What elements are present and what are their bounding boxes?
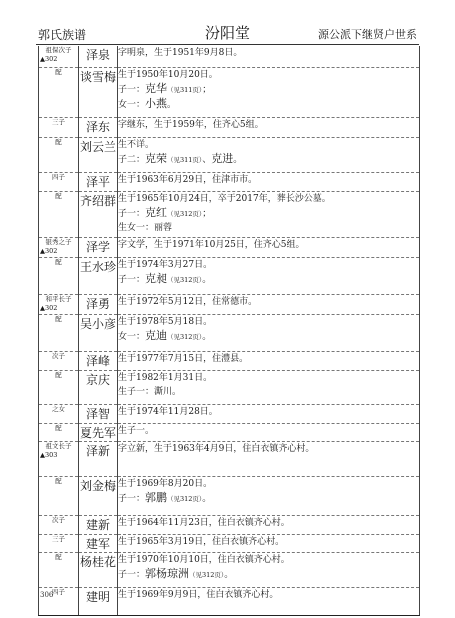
- person-name: 泽峰: [85, 353, 110, 368]
- biography-cell: [118, 237, 420, 257]
- relation-label: 配: [55, 476, 62, 485]
- relation-label: 配: [55, 370, 62, 379]
- punctuation: ；: [202, 84, 212, 95]
- relation-cell: [39, 172, 79, 191]
- biography-line: [118, 329, 419, 344]
- biography-text: 生于1964年11月23日，住白衣镇齐心村。: [118, 517, 290, 528]
- child-name: 小燕: [145, 96, 168, 110]
- biography-text: 字继东，生于1959年，住齐心5组。: [118, 119, 264, 130]
- relation-cell: [39, 515, 79, 534]
- punctuation: 。: [167, 99, 177, 110]
- person-name: 建新: [85, 517, 110, 532]
- biography-line: [118, 535, 419, 549]
- biography-line: [118, 385, 419, 399]
- header-hall-name: 汾阳堂: [204, 24, 250, 42]
- relation-cell: [39, 476, 79, 515]
- relation-cell: [39, 404, 79, 423]
- person-name-cell: [79, 46, 118, 67]
- table-row: [39, 294, 420, 314]
- table-row: [39, 534, 420, 552]
- relation-cell: [39, 534, 79, 552]
- biography-text: 生于1965年3月19日，住白衣镇齐心村。: [118, 536, 285, 547]
- table-row: [39, 587, 420, 615]
- biography-text: 生于1977年7月15日，住澧县。: [118, 353, 249, 364]
- biography-text: 生于1972年5月12日，住常德市。: [118, 296, 258, 307]
- relation-cell: [39, 314, 79, 351]
- biography-line: [118, 272, 419, 287]
- children-label: 女一：: [118, 99, 146, 110]
- person-name-cell: [79, 441, 118, 476]
- relation-label: 配: [55, 552, 62, 561]
- person-name-cell: [79, 351, 118, 370]
- person-name: 吴小彦: [79, 316, 116, 331]
- relation-label: 银秀之子: [45, 237, 72, 246]
- child-name: 克迪: [145, 328, 168, 342]
- parent-page-ref: ▲302: [40, 303, 58, 312]
- person-name-cell: [79, 423, 118, 441]
- biography-cell: [118, 46, 420, 67]
- relation-cell: [39, 351, 79, 370]
- see-page-ref: （见311页）: [167, 155, 203, 164]
- relation-label: 配: [55, 191, 62, 200]
- relation-label: 和平长子: [45, 294, 72, 303]
- biography-cell: [118, 587, 420, 615]
- children-label: 子一：: [118, 569, 146, 580]
- biography-line: [118, 238, 419, 252]
- child-name: 克进: [211, 151, 234, 165]
- parent-page-ref: ▲302: [40, 55, 58, 63]
- biography-cell: [118, 370, 420, 404]
- biography-cell: [118, 423, 420, 441]
- biography-text: 生不详。: [118, 139, 155, 150]
- person-name-cell: [79, 587, 118, 615]
- biography-text: 生于1965年10月24日，卒于2017年，葬长沙公墓。: [118, 193, 331, 204]
- person-name: 泽泉: [85, 48, 110, 62]
- biography-line: [118, 152, 419, 167]
- genealogy-table: [38, 46, 420, 616]
- biography-cell: [118, 441, 420, 476]
- punctuation: ；: [202, 208, 212, 219]
- child-name: 克昶: [145, 271, 168, 285]
- biography-text: 字立新，生于1963年4月9日，住白衣镇齐心村。: [118, 443, 315, 454]
- header-branch: 源公派下继贤户世系: [318, 28, 417, 41]
- relation-cell: [39, 552, 79, 587]
- biography-line: [118, 477, 419, 491]
- children-label: 子一：: [118, 493, 146, 504]
- person-name: 泽智: [85, 406, 110, 421]
- biography-text: 生于1963年6月29日，住津市市。: [118, 174, 258, 185]
- children-label: 子一：: [118, 274, 146, 285]
- biography-line: [118, 405, 419, 419]
- person-name-cell: [79, 191, 118, 237]
- relation-label: 之女: [52, 404, 65, 413]
- person-name: 泽学: [85, 239, 110, 254]
- relation-label: 四子: [52, 172, 65, 181]
- punctuation: 。: [202, 274, 212, 285]
- punctuation: 。: [224, 569, 234, 580]
- biography-text: 字明泉，生于1951年9月8日。: [118, 48, 243, 58]
- table-row: [39, 237, 420, 257]
- biography-line: [118, 491, 419, 506]
- biography-cell: [118, 314, 420, 351]
- relation-cell: [39, 191, 79, 237]
- relation-cell: [39, 370, 79, 404]
- children-label: 子二：: [118, 154, 146, 165]
- biography-cell: [118, 404, 420, 423]
- person-name-cell: [79, 370, 118, 404]
- relation-label: 配: [55, 423, 62, 432]
- biography-line: [118, 258, 419, 272]
- punctuation: 。: [202, 331, 212, 342]
- biography-cell: [118, 351, 420, 370]
- biography-cell: [118, 515, 420, 534]
- person-name: 谈雪梅: [79, 69, 116, 84]
- child-name: 郭鹏: [145, 490, 168, 504]
- table-row: [39, 552, 420, 587]
- biography-line: [118, 68, 419, 82]
- biography-line: [118, 371, 419, 385]
- biography-text: 生于1950年10月20日。: [118, 69, 218, 80]
- punctuation: 。: [233, 154, 243, 165]
- table-row: [39, 441, 420, 476]
- biography-line: [118, 173, 419, 187]
- relation-label: 次子: [52, 351, 65, 360]
- biography-cell: [118, 552, 420, 587]
- biography-text: 生于1974年3月27日。: [118, 259, 213, 270]
- relation-label: 祖文长子: [45, 441, 72, 450]
- page-header: [0, 0, 455, 44]
- biography-text: 生女一：丽蓉: [118, 222, 173, 233]
- biography-line: [118, 553, 419, 567]
- header-divider: [36, 44, 419, 45]
- relation-cell: [39, 237, 79, 257]
- person-name-cell: [79, 137, 118, 172]
- biography-text: 生于1970年10月10日，住白衣镇齐心村。: [118, 554, 290, 565]
- biography-cell: [118, 294, 420, 314]
- person-name: 泽平: [85, 174, 110, 189]
- person-name: 刘云兰: [79, 139, 116, 154]
- person-name-cell: [79, 117, 118, 137]
- table-row: [39, 137, 420, 172]
- person-name: 京庆: [85, 372, 110, 387]
- relation-cell: [39, 137, 79, 172]
- child-name: 克华: [145, 81, 168, 95]
- biography-line: [118, 567, 419, 582]
- relation-cell: [39, 257, 79, 294]
- biography-text: 生于1969年8月20日。: [118, 478, 213, 489]
- children-label: 子一：: [118, 84, 146, 95]
- relation-label: 三子: [52, 534, 65, 543]
- table-row: [39, 515, 420, 534]
- biography-line: [118, 138, 419, 152]
- see-page-ref: （见312页）: [189, 570, 225, 579]
- person-name-cell: [79, 67, 118, 117]
- biography-line: [118, 442, 419, 456]
- table-row: [39, 67, 420, 117]
- person-name: 泽勇: [85, 296, 110, 311]
- person-name: 刘金梅: [79, 478, 116, 493]
- header-book-title: 郭氏族谱: [38, 28, 87, 42]
- biography-cell: [118, 257, 420, 294]
- child-name: 克荣: [145, 151, 168, 165]
- table-row: [39, 351, 420, 370]
- child-name: 郭杨琼洲: [145, 566, 190, 580]
- relation-label: 三子: [52, 117, 65, 126]
- relation-cell: [39, 294, 79, 314]
- person-name-cell: [79, 294, 118, 314]
- child-name: 克红: [145, 205, 168, 219]
- relation-label: 次子: [52, 515, 65, 524]
- relation-label: 配: [55, 67, 62, 76]
- relation-label: 四子: [52, 587, 65, 596]
- table-row: [39, 117, 420, 137]
- person-name-cell: [79, 534, 118, 552]
- relation-label: 配: [55, 314, 62, 323]
- biography-cell: [118, 137, 420, 172]
- table-row: [39, 257, 420, 294]
- relation-cell: [39, 46, 79, 67]
- relation-cell: [39, 441, 79, 476]
- table-row: [39, 476, 420, 515]
- person-name: 夏先军: [79, 425, 116, 440]
- biography-line: [118, 192, 419, 206]
- children-label: 女一：: [118, 331, 146, 342]
- person-name-cell: [79, 476, 118, 515]
- table-row: [39, 314, 420, 351]
- person-name-cell: [79, 314, 118, 351]
- biography-line: [118, 424, 419, 438]
- person-name: 杨桂花: [79, 554, 116, 569]
- biography-text: 生子一。: [118, 425, 155, 436]
- biography-cell: [118, 172, 420, 191]
- see-page-ref: （见311页）: [167, 85, 203, 94]
- biography-line: [118, 221, 419, 235]
- see-page-ref: （见312页）: [167, 275, 203, 284]
- biography-text: 字文学，生于1971年10月25日，住齐心5组。: [118, 239, 305, 250]
- relation-cell: [39, 67, 79, 117]
- biography-line: [118, 315, 419, 329]
- punctuation: 、: [202, 154, 212, 165]
- parent-page-ref: ▲302: [40, 246, 58, 255]
- parent-page-ref: ▲303: [40, 450, 58, 459]
- biography-cell: [118, 67, 420, 117]
- person-name: 泽新: [85, 443, 110, 458]
- person-name-cell: [79, 552, 118, 587]
- person-name: 王水珍: [79, 259, 116, 274]
- biography-line: [118, 206, 419, 221]
- relation-cell: [39, 423, 79, 441]
- biography-cell: [118, 117, 420, 137]
- biography-line: [118, 588, 419, 602]
- biography-line: [118, 82, 419, 97]
- person-name-cell: [79, 237, 118, 257]
- biography-text: 生于1974年11月28日。: [118, 406, 218, 417]
- biography-text: 生于1978年5月18日。: [118, 316, 213, 327]
- biography-cell: [118, 191, 420, 237]
- page-number: 306: [40, 591, 54, 599]
- person-name-cell: [79, 257, 118, 294]
- person-name: 齐绍群: [79, 193, 116, 208]
- relation-label: 配: [55, 137, 62, 146]
- table-row: [39, 46, 420, 67]
- table-row: [39, 370, 420, 404]
- biography-line: [118, 46, 419, 60]
- biography-text: 生于1969年9月9日，住白衣镇齐心村。: [118, 589, 279, 600]
- table-row: [39, 423, 420, 441]
- person-name-cell: [79, 172, 118, 191]
- children-label: 子一：: [118, 208, 146, 219]
- table-row: [39, 404, 420, 423]
- relation-label: 配: [55, 257, 62, 266]
- table-row: [39, 191, 420, 237]
- biography-cell: [118, 534, 420, 552]
- person-name: 建军: [85, 536, 110, 551]
- person-name-cell: [79, 404, 118, 423]
- relation-label: 祖保次子: [45, 46, 72, 54]
- see-page-ref: （见312页）: [167, 209, 203, 218]
- biography-line: [118, 352, 419, 366]
- punctuation: 。: [202, 493, 212, 504]
- person-name: 泽东: [85, 119, 110, 134]
- biography-line: [118, 118, 419, 132]
- person-name: 建明: [85, 589, 110, 604]
- person-name-cell: [79, 515, 118, 534]
- biography-text: 生于1982年1月31日。: [118, 372, 213, 383]
- biography-cell: [118, 476, 420, 515]
- biography-line: [118, 295, 419, 309]
- relation-cell: [39, 117, 79, 137]
- table-row: [39, 172, 420, 191]
- see-page-ref: （见312页）: [167, 332, 203, 341]
- biography-line: [118, 516, 419, 530]
- see-page-ref: （见312页）: [167, 494, 203, 503]
- biography-text: 生子一：澌川。: [118, 386, 182, 397]
- biography-line: [118, 97, 419, 112]
